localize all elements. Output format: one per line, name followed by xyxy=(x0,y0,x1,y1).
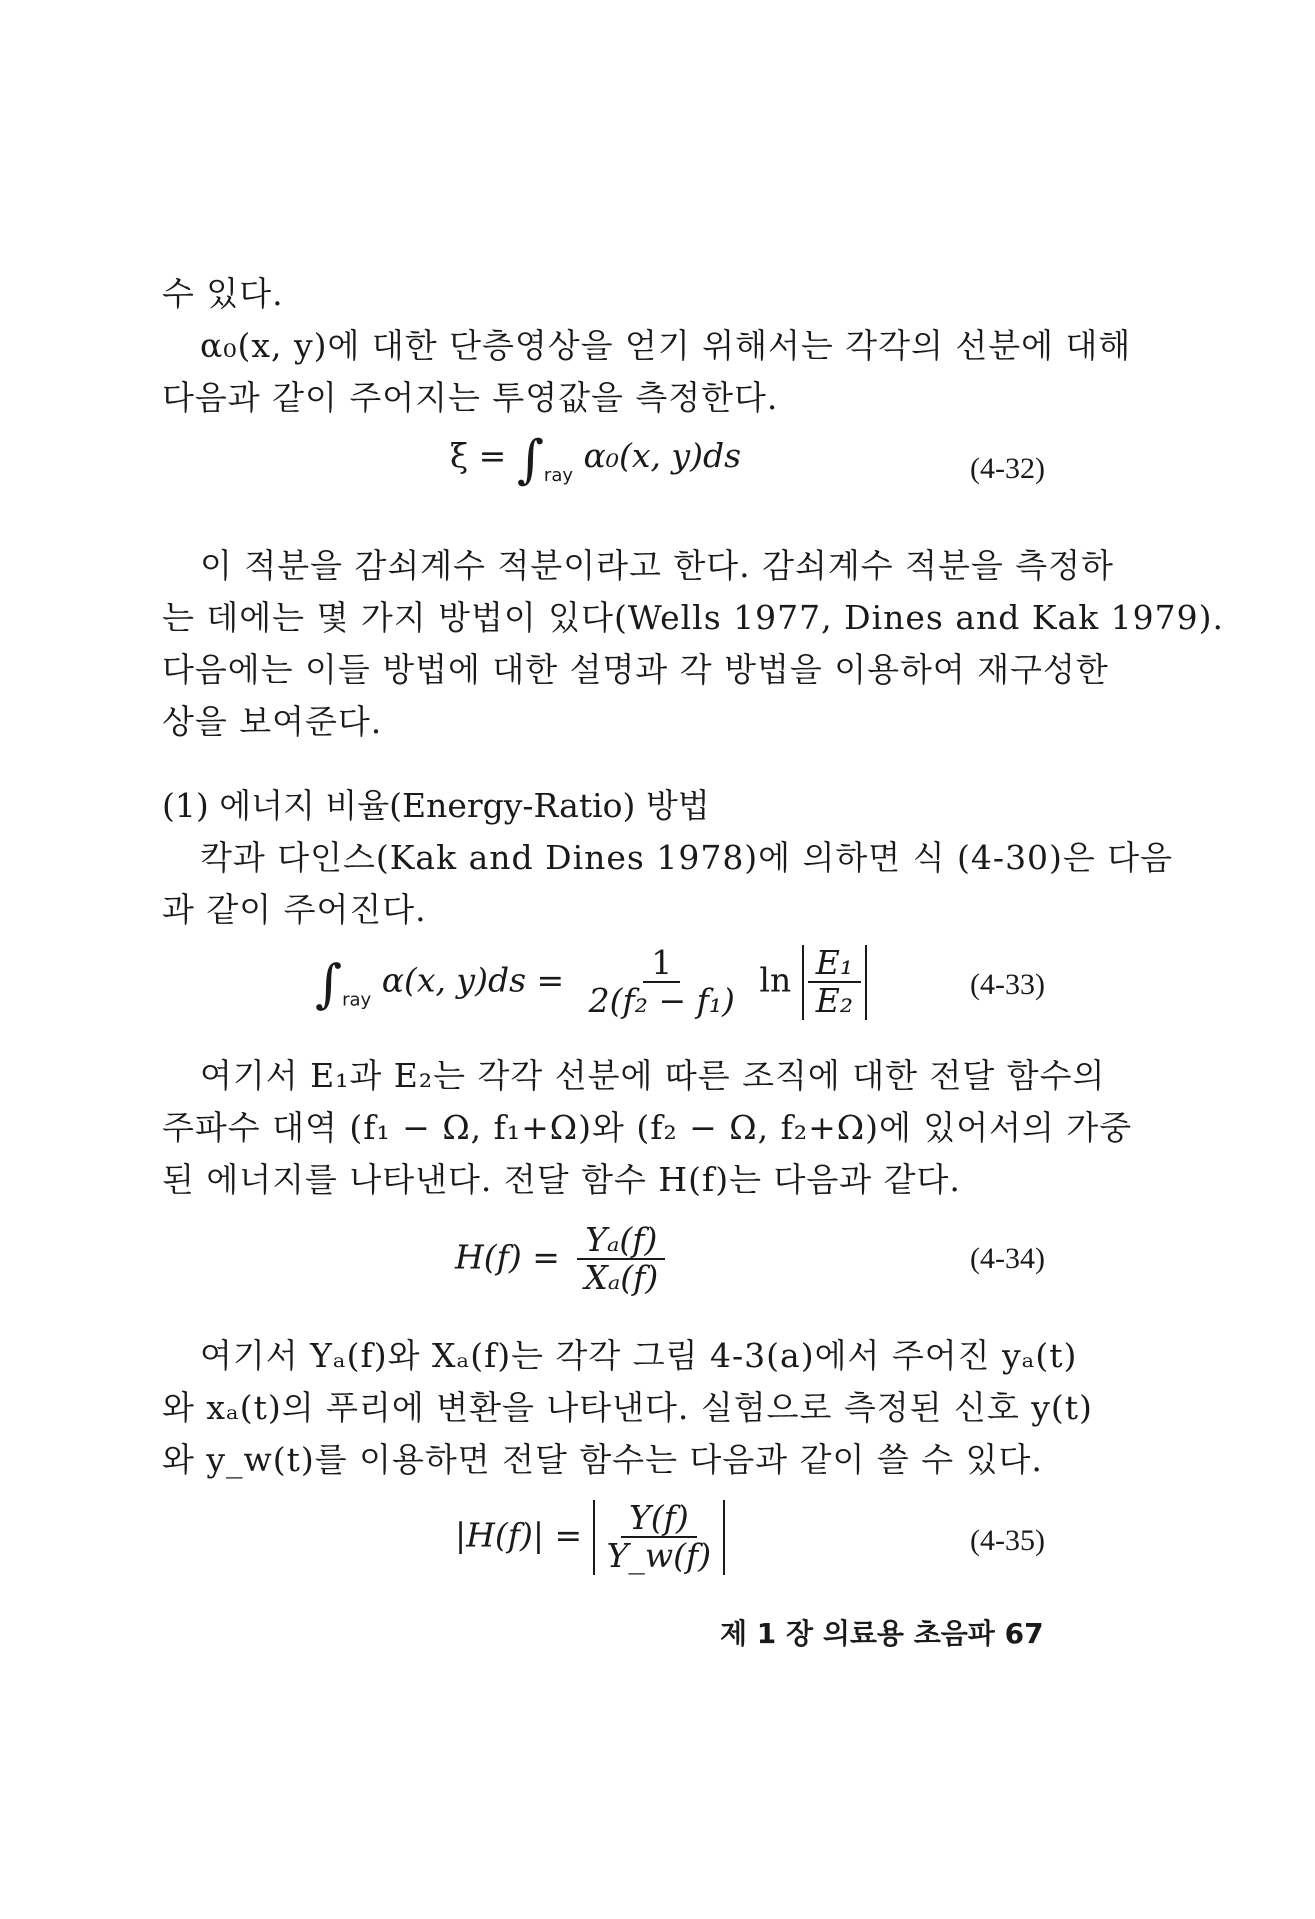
equation-4-33 xyxy=(315,945,867,1020)
eq-lhs: |H(f)| = xyxy=(455,1515,583,1555)
fraction xyxy=(581,945,743,1020)
equation-number: (4-34) xyxy=(970,1242,1045,1275)
text-line: 여기서 E₁과 E₂는 각각 선분에 따른 조직에 대한 전달 함수의 xyxy=(200,1056,1106,1095)
eq-body: α₀(x, y)ds xyxy=(583,436,742,475)
integral-subscript: ray xyxy=(543,465,574,486)
fraction-numerator: E₁ xyxy=(808,945,861,983)
page-footer: 제 1 장 의료용 초음파 67 xyxy=(720,1617,1044,1650)
text-line: 다음과 같이 주어지는 투영값을 측정한다. xyxy=(162,378,779,417)
equation-4-35 xyxy=(455,1500,725,1575)
integral-subscript: ray xyxy=(342,989,372,1011)
text-line: α₀(x, y)에 대한 단층영상을 얻기 위해서는 각각의 선분에 대해 xyxy=(200,326,1132,365)
fraction-denominator: Y_w(f) xyxy=(606,1536,712,1576)
equation-4-32 xyxy=(450,430,741,490)
text-line: 된 에너지를 나타낸다. 전달 함수 H(f)는 다음과 같다. xyxy=(162,1160,961,1199)
integral-sign: ∫ xyxy=(516,430,544,490)
text-line: 주파수 대역 (f₁ − Ω, f₁+Ω)와 (f₂ − Ω, f₂+Ω)에 있어서의 가중 xyxy=(162,1108,1133,1147)
text-line: 와 xₐ(t)의 푸리에 변환을 나타낸다. 실험으로 측정된 신호 y(t) xyxy=(162,1388,1093,1427)
fraction xyxy=(808,945,861,1020)
eq-lhs: H(f) = xyxy=(455,1237,560,1277)
text-line: 여기서 Yₐ(f)와 Xₐ(f)는 각각 그림 4-3(a)에서 주어진 yₐ(t) xyxy=(200,1336,1078,1375)
equation-4-34 xyxy=(455,1222,672,1297)
text-line: 상을 보여준다. xyxy=(162,702,383,741)
text-line: 는 데에는 몇 가지 방법이 있다(Wells 1977, Dines and Kak 1979). xyxy=(162,598,1225,637)
equation-number: (4-33) xyxy=(970,968,1045,1001)
text-line: 다음에는 이들 방법에 대한 설명과 각 방법을 이용하여 재구성한 xyxy=(162,650,1109,689)
integral-sign: ∫ xyxy=(315,954,343,1015)
text-line: 칵과 다인스(Kak and Dines 1978)에 의하면 식 (4-30)은 다음 xyxy=(200,838,1174,877)
fraction-denominator: 2(f₂ − f₁) xyxy=(588,981,735,1021)
eq-lhs: ξ = xyxy=(450,436,507,475)
section-heading: (1) 에너지 비율(Energy-Ratio) 방법 xyxy=(162,786,710,825)
fraction-denominator: Xₐ(f) xyxy=(584,1258,659,1298)
absolute-value xyxy=(593,1500,726,1575)
ln-operator: ln xyxy=(759,960,792,1000)
equation-number: (4-32) xyxy=(970,452,1045,485)
eq-body: α(x, y)ds = xyxy=(381,960,565,1000)
fraction xyxy=(576,1222,666,1297)
text-line: 이 적분을 감쇠계수 적분이라고 한다. 감쇠계수 적분을 측정하 xyxy=(200,546,1114,585)
text-line: 수 있다. xyxy=(162,274,284,313)
text-line: 과 같이 주어진다. xyxy=(162,890,427,929)
fraction-numerator: Yₐ(f) xyxy=(577,1222,665,1260)
fraction-numerator: 1 xyxy=(643,945,680,983)
fraction xyxy=(599,1500,720,1575)
equation-number: (4-35) xyxy=(970,1524,1045,1557)
fraction-denominator: E₂ xyxy=(815,981,854,1021)
fraction-numerator: Y(f) xyxy=(621,1500,697,1538)
absolute-value xyxy=(802,945,867,1020)
text-line: 와 y_w(t)를 이용하면 전달 함수는 다음과 같이 쓸 수 있다. xyxy=(162,1440,1043,1479)
